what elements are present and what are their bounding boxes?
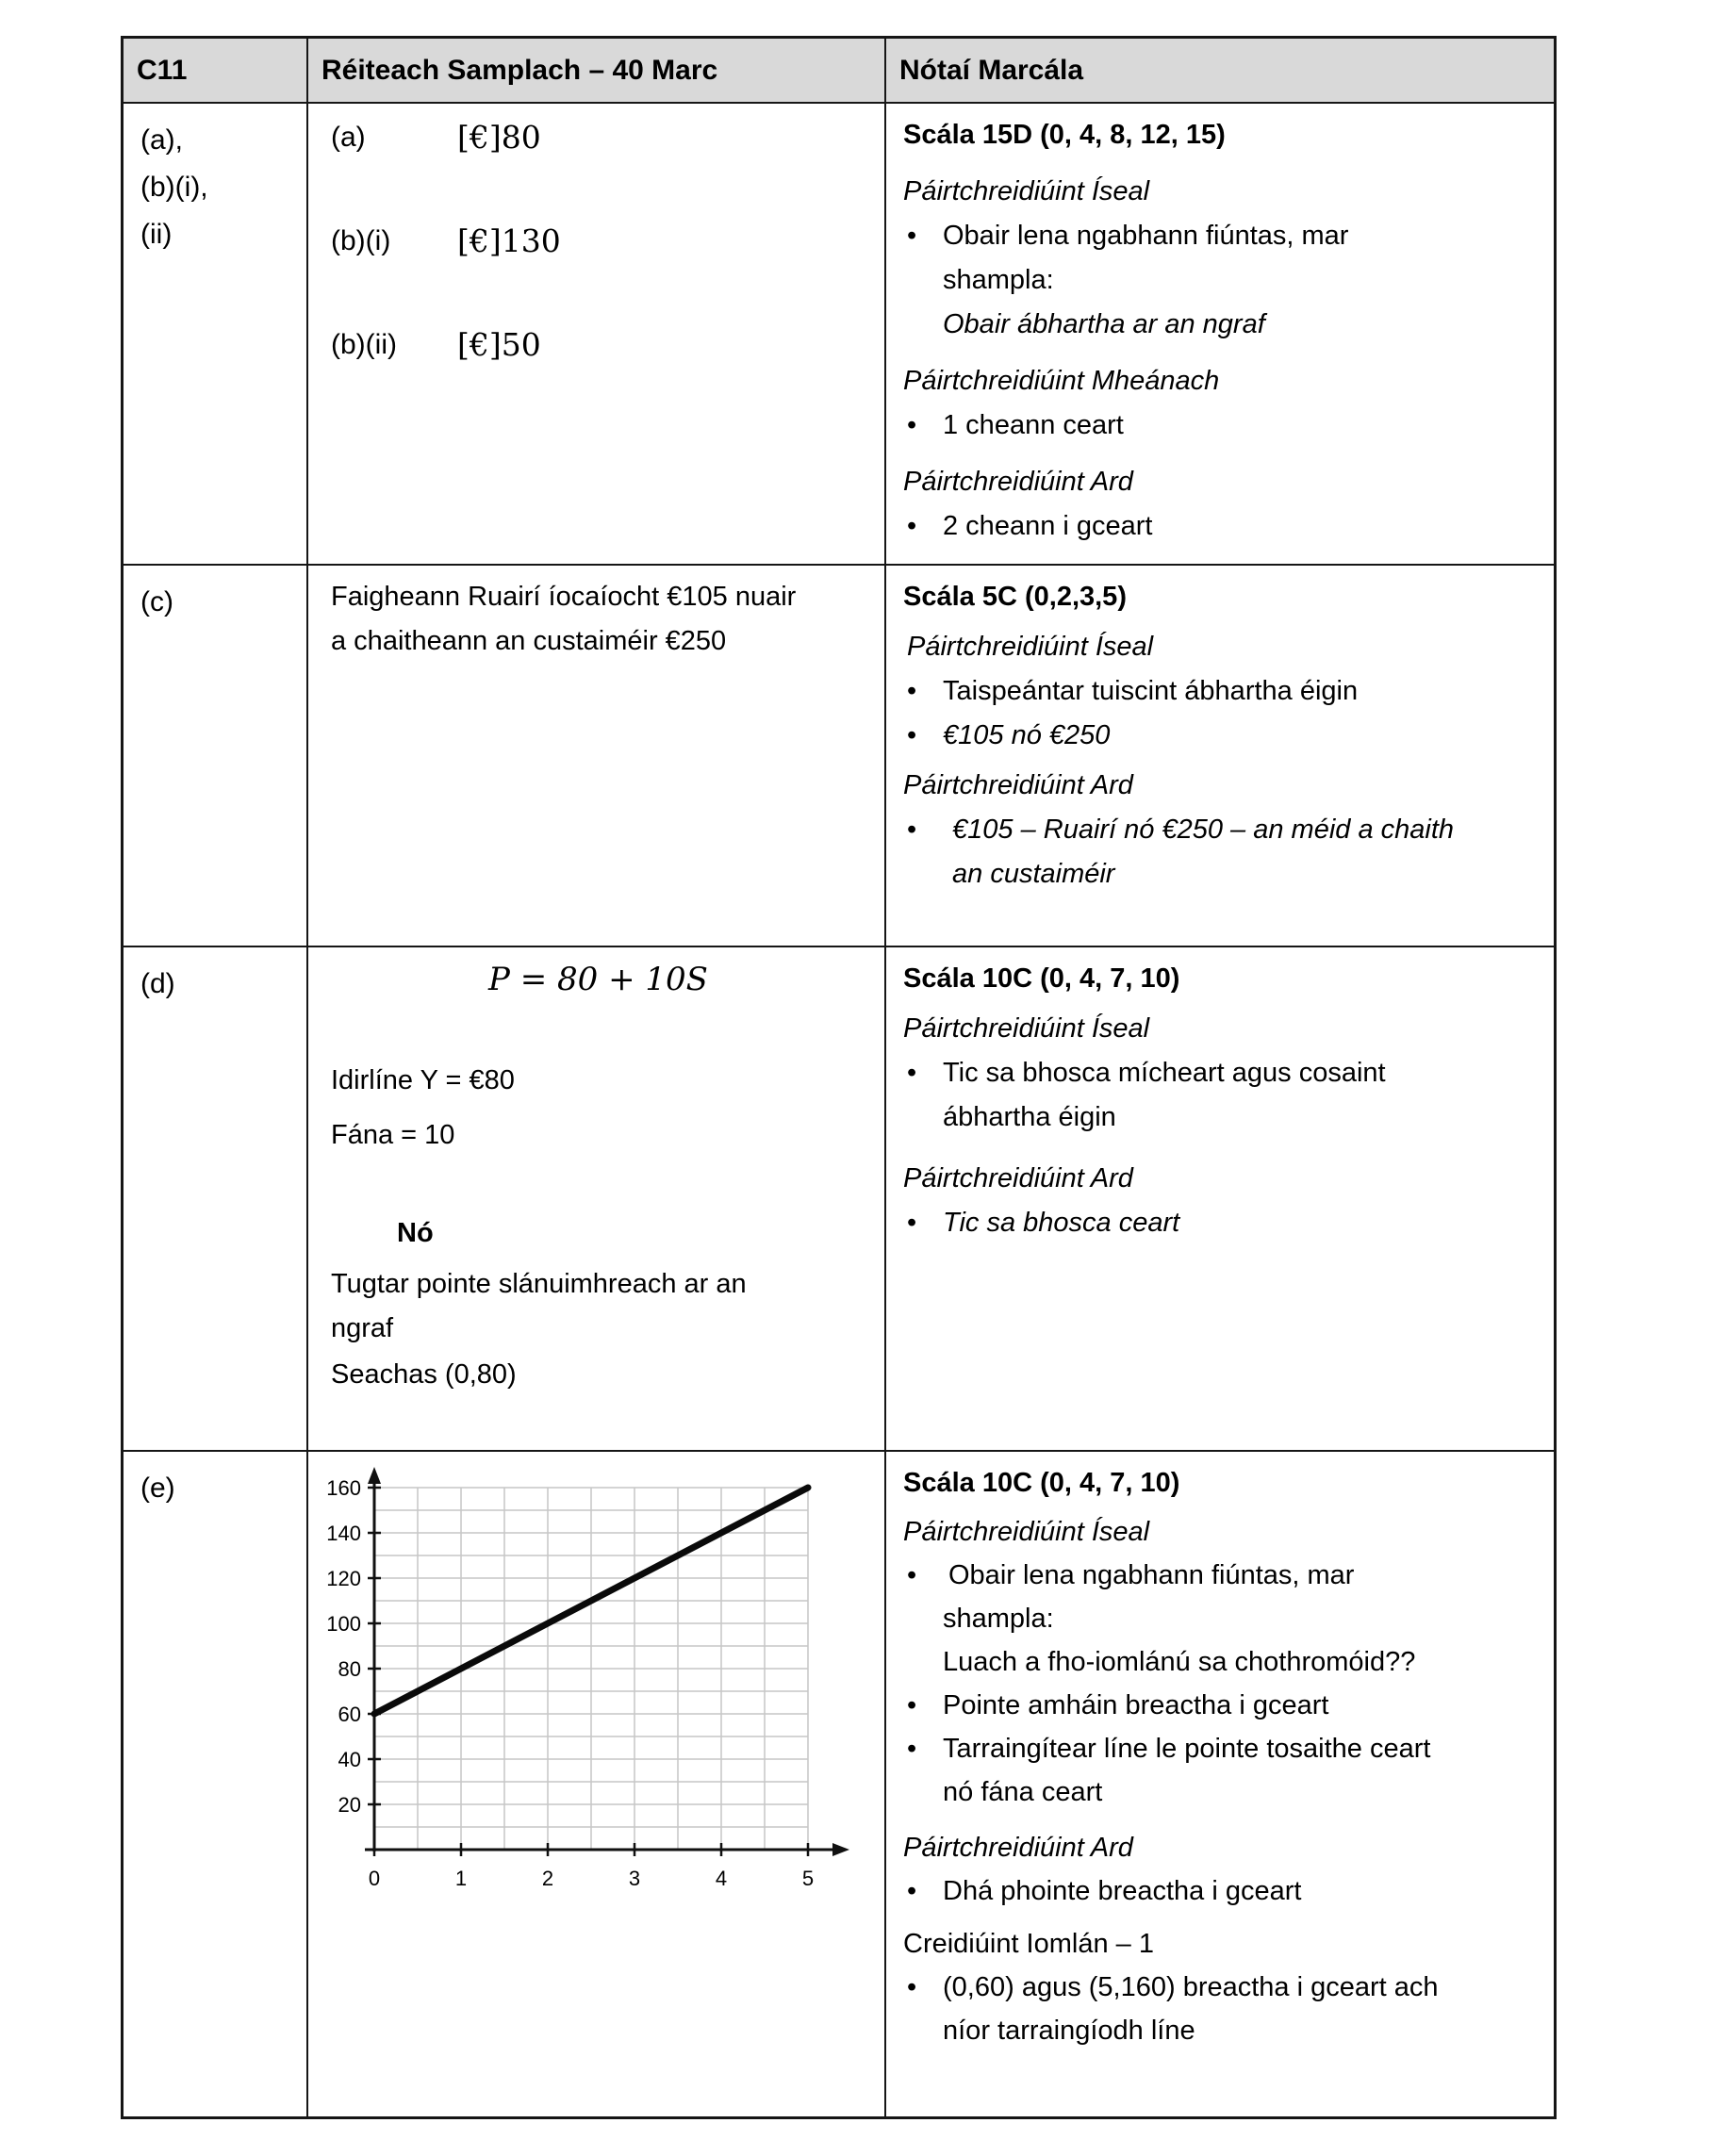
bullet-line: nó fána ceart: [943, 1777, 1103, 1807]
solution-line: [331, 117, 865, 158]
question-label: (d): [140, 968, 175, 999]
note-bullet: [903, 714, 1537, 758]
bullet-line: €105 – Ruairí nó €250 – an méid a chaith: [952, 815, 1455, 845]
solution-line: [331, 324, 865, 366]
x-tick-label: 0: [368, 1867, 381, 1890]
bullet-line: shampla:: [943, 265, 1054, 295]
bullet-icon: •: [907, 1972, 917, 2002]
y-tick-label: 100: [326, 1612, 361, 1636]
bullet-line: Tic sa bhosca mícheart agus cosaint: [943, 1058, 1386, 1088]
line-graph: [308, 1463, 874, 1906]
row-e-solution-cell: [306, 1450, 884, 2116]
note-bullet: [903, 1727, 1537, 1814]
solution-line: [331, 221, 865, 262]
note-bullet: [903, 669, 1537, 714]
bullet-icon: •: [907, 1208, 917, 1238]
note-bullet: [903, 808, 1537, 897]
partial-credit-low-heading: Páirtchreidiúint Íseal: [903, 1013, 1150, 1044]
bullet-text: Taispeántar tuiscint ábhartha éigin: [943, 676, 1359, 706]
row-d-solution-cell: [306, 946, 884, 1450]
scale-heading: Scála 5C (0,2,3,5): [903, 582, 1127, 612]
note-bullet: [903, 504, 1537, 549]
row-e-notes-cell: [884, 1450, 1554, 2116]
row-ab-question-cell: [124, 102, 306, 564]
row-ab-notes-cell: [884, 102, 1554, 564]
x-tick-label: 2: [541, 1867, 554, 1890]
bullet-icon: •: [907, 1058, 917, 1088]
solution-text-line: Faigheann Ruairí íocaíocht €105 nuair: [331, 582, 797, 612]
bullet-text: [943, 1051, 1537, 1140]
solution-text-line: Fána = 10: [331, 1120, 455, 1150]
bullet-line: níor tarraingíodh líne: [943, 2016, 1195, 2046]
or-label: Nó: [397, 1218, 434, 1248]
partial-credit-high-heading: Páirtchreidiúint Ard: [903, 1833, 1133, 1863]
row-c-question-cell: [124, 564, 306, 946]
scale-heading: Scála 10C (0, 4, 7, 10): [903, 963, 1180, 994]
bullet-line: an custaiméir: [952, 859, 1115, 889]
bullet-line-italic: Obair ábhartha ar an ngraf: [943, 309, 1265, 339]
bullet-text: [943, 1966, 1537, 2052]
solution-text-line: ngraf: [331, 1313, 394, 1343]
bullet-icon: •: [907, 221, 917, 251]
question-label: (e): [140, 1473, 175, 1504]
y-tick-label: 40: [338, 1748, 361, 1771]
note-bullet: [903, 214, 1537, 347]
equation: P = 80 + 10S: [488, 961, 708, 998]
partial-credit-high-heading: Páirtchreidiúint Ard: [903, 467, 1133, 497]
question-label: (a),: [140, 124, 183, 156]
bullet-line: Tarraingítear líne le pointe tosaithe ceart: [943, 1734, 1431, 1764]
bullet-text: [943, 1554, 1537, 1684]
header-notes: [884, 39, 1554, 102]
question-label: (c): [140, 586, 173, 617]
question-label: (ii): [140, 219, 173, 250]
bullet-line: (0,60) agus (5,160) breactha i gceart ach: [943, 1972, 1439, 2002]
row-c-notes-cell: [884, 564, 1554, 946]
note-bullet: [903, 1684, 1537, 1727]
row-ab-solution-cell: [306, 102, 884, 564]
bullet-text: 2 cheann i gceart: [943, 511, 1153, 541]
bullet-text: Pointe amháin breactha i gceart: [943, 1690, 1329, 1720]
bullet-icon: •: [907, 720, 917, 750]
header-question-label: C11: [137, 54, 188, 86]
bullet-icon: •: [907, 676, 917, 706]
note-bullet: [903, 403, 1537, 448]
bullet-line: Obair lena ngabhann fiúntas, mar: [948, 1560, 1355, 1590]
y-tick-label: 60: [338, 1703, 361, 1726]
x-tick-label: 3: [628, 1867, 641, 1890]
partial-credit-high-heading: Páirtchreidiúint Ard: [903, 1163, 1133, 1193]
solution-text-line: Idirlíne Y = €80: [331, 1065, 515, 1095]
scale-heading: Scála 15D (0, 4, 8, 12, 15): [903, 120, 1226, 150]
row-e-question-cell: [124, 1450, 306, 2116]
x-tick-label: 4: [715, 1867, 728, 1890]
bullet-line: Luach a fho-iomlánú sa chothromóid??: [943, 1647, 1416, 1677]
solution-part-label: (a): [331, 122, 366, 153]
bullet-line: Obair lena ngabhann fiúntas, mar: [943, 221, 1349, 251]
note-bullet: [903, 1869, 1537, 1913]
bullet-icon: •: [907, 1560, 917, 1590]
full-credit-heading: Creidiúint Iomlán – 1: [903, 1929, 1154, 1959]
bullet-text: [943, 214, 1537, 347]
bullet-text-italic: [943, 808, 1537, 897]
y-tick-label: 140: [326, 1522, 361, 1545]
row-d-question-cell: [124, 946, 306, 1450]
bullet-icon: •: [907, 1876, 917, 1906]
bullet-text: [943, 1727, 1537, 1814]
y-tick-label: 120: [326, 1567, 361, 1590]
bullet-line: ábhartha éigin: [943, 1102, 1116, 1132]
solution-part-label: (b)(ii): [331, 329, 397, 360]
bullet-icon: •: [907, 410, 917, 440]
header-notes-label: Nótaí Marcála: [899, 54, 1084, 86]
solution-text-line: Tugtar pointe slánuimhreach ar an: [331, 1269, 747, 1299]
solution-value: [€]130: [457, 222, 561, 259]
bullet-icon: •: [907, 1734, 917, 1764]
bullet-line: shampla:: [943, 1604, 1054, 1634]
note-bullet: [903, 1554, 1537, 1684]
note-bullet: [903, 1051, 1537, 1140]
row-c-solution-cell: [306, 564, 884, 946]
solution-part-label: (b)(i): [331, 225, 391, 256]
bullet-icon: •: [907, 511, 917, 541]
bullet-text-italic: €105 nó €250: [943, 720, 1111, 750]
header-question: [124, 39, 306, 102]
solution-text-line: Seachas (0,80): [331, 1359, 517, 1390]
note-bullet: [903, 1966, 1537, 2052]
question-label: (b)(i),: [140, 172, 208, 203]
x-axis-arrow-icon: [832, 1843, 849, 1856]
y-tick-label: 80: [338, 1657, 361, 1681]
partial-credit-low-heading: Páirtchreidiúint Íseal: [903, 176, 1150, 206]
header-solution: [306, 39, 884, 102]
bullet-text: 1 cheann ceart: [943, 410, 1124, 440]
solution-value: [€]50: [457, 326, 541, 363]
partial-credit-mid-heading: Páirtchreidiúint Mheánach: [903, 366, 1220, 396]
bullet-icon: •: [907, 815, 917, 845]
bullet-icon: •: [907, 1690, 917, 1720]
row-d-notes-cell: [884, 946, 1554, 1450]
scale-heading: Scála 10C (0, 4, 7, 10): [903, 1468, 1180, 1498]
marking-scheme-table: [121, 36, 1557, 2119]
bullet-text: Dhá phointe breactha i gceart: [943, 1876, 1302, 1906]
partial-credit-low-heading: Páirtchreidiúint Íseal: [903, 1517, 1150, 1547]
partial-credit-low-heading: Páirtchreidiúint Íseal: [907, 632, 1154, 662]
header-solution-label: Réiteach Samplach – 40 Marc: [321, 54, 718, 86]
bullet-text-italic: Tic sa bhosca ceart: [943, 1208, 1180, 1238]
solution-value: [€]80: [457, 119, 541, 156]
note-bullet: [903, 1201, 1537, 1245]
solution-text-line: a chaitheann an custaiméir €250: [331, 626, 727, 656]
y-tick-label: 160: [326, 1476, 361, 1500]
partial-credit-high-heading: Páirtchreidiúint Ard: [903, 770, 1133, 800]
x-tick-label: 1: [454, 1867, 468, 1890]
y-axis-arrow-icon: [368, 1467, 381, 1484]
x-tick-label: 5: [801, 1867, 815, 1890]
y-tick-label: 20: [338, 1793, 361, 1817]
